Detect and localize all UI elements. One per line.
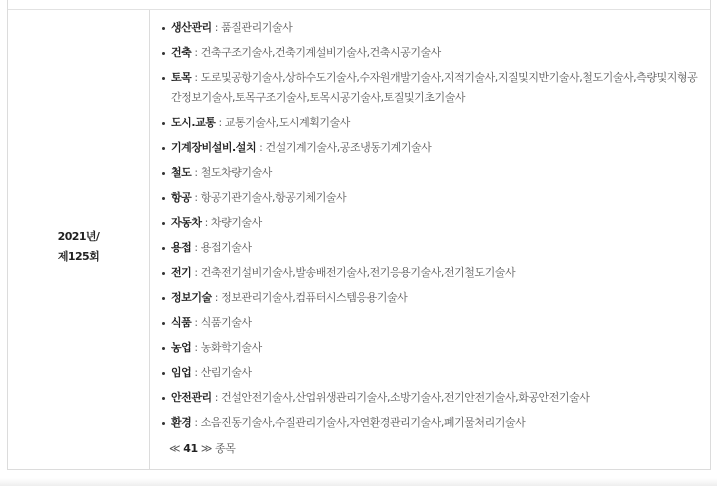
field-exams: 정보관리기술사,컴퓨터시스템응용기술사 [221, 291, 408, 304]
separator: : [191, 341, 201, 354]
round-cell [8, 10, 150, 469]
field-exams: 건축전기설비기술사,발송배전기술사,전기응용기술사,전기철도기술사 [200, 266, 516, 279]
field-name: 전기 [171, 266, 192, 279]
field-name: 농업 [171, 341, 192, 354]
list-item [159, 18, 704, 38]
field-list [159, 18, 704, 438]
separator: : [191, 316, 201, 329]
field-exams: 건축구조기술사,건축기계설비기술사,건축시공기술사 [200, 46, 441, 59]
field-name: 안전관리 [171, 391, 212, 404]
field-name: 식품 [171, 316, 192, 329]
separator: : [256, 141, 266, 154]
list-item [159, 113, 704, 133]
list-item [159, 388, 704, 408]
separator: : [191, 46, 201, 59]
list-item [159, 68, 704, 108]
list-item [159, 138, 704, 158]
list-item [159, 213, 704, 233]
separator: : [211, 391, 222, 404]
field-name: 용접 [171, 241, 192, 254]
exam-round-number: 제125회 [57, 250, 100, 263]
total-count [169, 439, 236, 459]
separator: : [191, 266, 201, 279]
field-exams: 차량기술사 [210, 216, 262, 229]
field-exams: 철도차량기술사 [200, 166, 272, 179]
separator: : [211, 21, 222, 34]
list-item [159, 363, 704, 383]
field-exams: 식품기술사 [200, 316, 252, 329]
exam-year: 2021년/ [57, 230, 100, 243]
list-item [159, 338, 704, 358]
field-exams: 항공기관기술사,항공기체기술사 [200, 191, 347, 204]
separator: : [201, 216, 211, 229]
list-item [159, 413, 704, 433]
separator: : [191, 191, 201, 204]
list-item [159, 238, 704, 258]
field-name: 임업 [171, 366, 192, 379]
field-name: 항공 [171, 191, 192, 204]
field-name: 생산관리 [171, 21, 212, 34]
list-item [159, 313, 704, 333]
field-exams: 품질관리기술사 [221, 21, 293, 34]
total-number: 41 [183, 442, 198, 455]
field-name: 건축 [171, 46, 192, 59]
field-name: 철도 [171, 166, 192, 179]
field-name: 환경 [171, 416, 192, 429]
field-exams: 건설기계기술사,공조냉동기계기술사 [265, 141, 432, 154]
total-open: ≪ [169, 442, 184, 455]
separator: : [191, 166, 201, 179]
total-close: ≫ 종목 [197, 442, 236, 455]
field-exams: 농화학기술사 [200, 341, 262, 354]
list-item [159, 288, 704, 308]
bottom-shade [0, 478, 717, 486]
field-name: 정보기술 [171, 291, 212, 304]
field-name: 도시.교통 [171, 116, 216, 129]
field-exams: 건설안전기술사,산업위생관리기술사,소방기술사,전기안전기술사,화공안전기술사 [221, 391, 590, 404]
separator: : [215, 116, 225, 129]
list-item [159, 163, 704, 183]
field-exams: 용접기술사 [200, 241, 252, 254]
field-exams: 산림기술사 [200, 366, 252, 379]
separator: : [191, 241, 201, 254]
field-exams: 도로및공항기술사,상하수도기술사,수자원개발기술사,지적기술사,지질및지반기술사,철도기술사,측량및지형공간정보기술사,토목구조기술사,토목시공기술사,토질및기초기술사 [171, 71, 698, 104]
separator: : [191, 416, 201, 429]
list-item [159, 188, 704, 208]
field-exams: 소음진동기술사,수질관리기술사,자연환경관리기술사,폐기물처리기술사 [200, 416, 526, 429]
separator: : [191, 71, 201, 84]
field-exams: 교통기술사,도시계획기술사 [224, 116, 350, 129]
exam-round-label [8, 227, 149, 267]
field-name: 토목 [171, 71, 192, 84]
list-item [159, 263, 704, 283]
separator: : [211, 291, 222, 304]
separator: : [191, 366, 201, 379]
field-name: 자동차 [171, 216, 202, 229]
field-name: 기계장비설비.설치 [171, 141, 257, 154]
list-item [159, 43, 704, 63]
